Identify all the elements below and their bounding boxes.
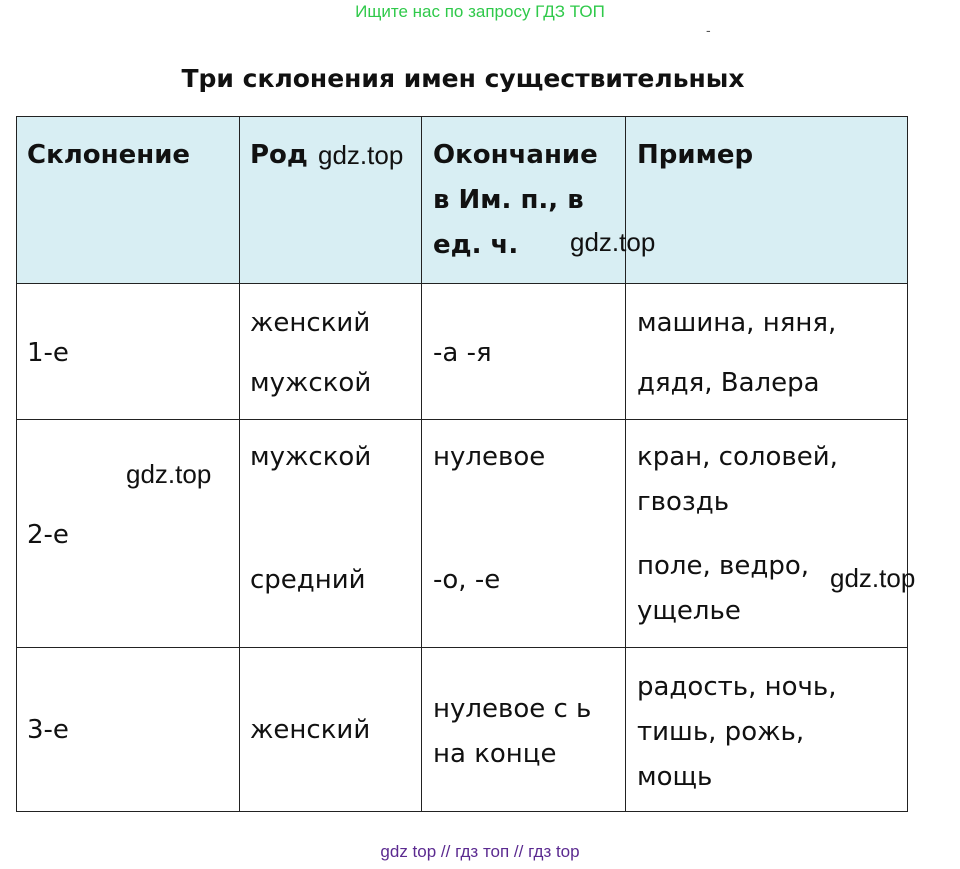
ending-cell: на конце	[433, 739, 557, 769]
watermark: gdz.top	[126, 459, 212, 489]
watermark: gdz.top	[570, 227, 656, 257]
watermark: gdz.top	[318, 140, 404, 170]
search-hint: Ищите нас по запросу ГДЗ ТОП	[355, 2, 605, 21]
example-cell: машина, няня,	[637, 308, 837, 338]
header-declension: Склонение	[27, 140, 191, 170]
ending-cell: нулевое	[433, 442, 546, 472]
row-divider	[17, 283, 907, 284]
declension-cell: 3-е	[27, 715, 69, 745]
ending-cell: нулевое с ь	[433, 694, 592, 724]
page-title: Три склонения имен существительных	[181, 64, 745, 93]
example-cell: кран, соловей,	[637, 442, 838, 472]
gender-cell: мужской	[250, 368, 372, 398]
example-cell: тишь, рожь,	[637, 717, 805, 747]
small-mark: -	[706, 22, 711, 38]
header-ending-line: ед. ч.	[433, 230, 519, 260]
ending-cell: -а -я	[433, 338, 492, 368]
ending-cell: -о, -е	[433, 565, 501, 595]
row-divider	[17, 647, 907, 648]
declension-cell: 2-е	[27, 520, 69, 550]
footer-links: gdz top // гдз топ // гдз top	[380, 842, 580, 861]
gender-cell: женский	[250, 715, 371, 745]
example-cell: гвоздь	[637, 487, 730, 517]
header-gender: Род	[250, 140, 308, 170]
example-cell: дядя, Валера	[637, 368, 820, 398]
header-ending-line: Окончание	[433, 140, 598, 170]
row-divider	[17, 419, 907, 420]
gender-cell: мужской	[250, 442, 372, 472]
gender-cell: средний	[250, 565, 366, 595]
example-cell: мощь	[637, 762, 713, 792]
column-divider	[421, 117, 422, 811]
example-cell: поле, ведро,	[637, 551, 810, 581]
header-ending-line: в Им. п., в	[433, 185, 584, 215]
example-cell: ущелье	[637, 596, 741, 626]
example-cell: радость, ночь,	[637, 672, 837, 702]
header-example: Пример	[637, 140, 754, 170]
declension-cell: 1-е	[27, 338, 69, 368]
watermark: gdz.top	[830, 563, 916, 593]
column-divider	[625, 117, 626, 811]
gender-cell: женский	[250, 308, 371, 338]
column-divider	[239, 117, 240, 811]
